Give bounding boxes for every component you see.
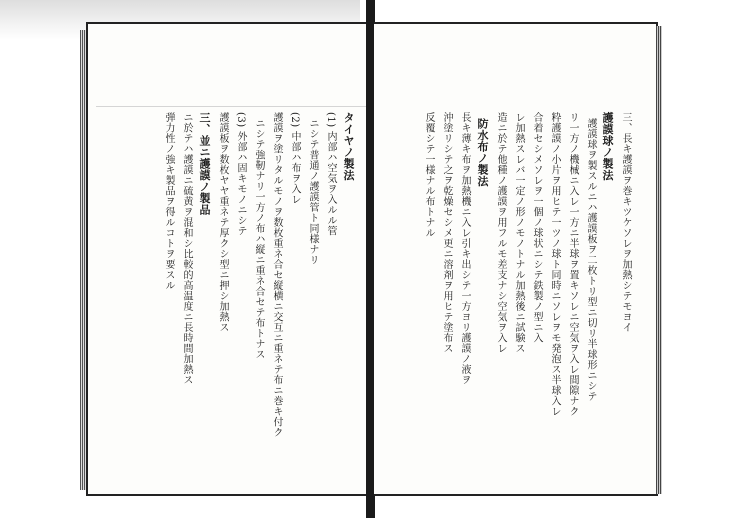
left-col-9-heading: 三、並ニ護謨ノ製品 xyxy=(198,112,211,216)
right-col-11: 沖塗リシテ之ヲ乾燥セシメ更ニ溶剤ヲ用ヒテ塗布ス xyxy=(441,112,452,354)
left-col-1-heading: タイヤノ製法 xyxy=(342,112,355,181)
right-col-4: リ一方ノ機械ニ入レ一方ニ半球ヲ置キソレニ空気ヲ入レ間隙ナク xyxy=(567,112,578,417)
right-col-2-heading: 護謨球ノ製法 xyxy=(601,112,614,181)
right-col-6: 合着セシメソレヲ一個ノ球状ニシテ鉄製ノ型ニ入 xyxy=(531,112,542,343)
right-col-10: 長キ薄キ布ヲ加熱機ニ入レ引キ出シテ一方ヨリ護謨ノ液ヲ xyxy=(459,112,470,385)
right-col-8: 造ニ於テ他種ノ護謨ヲ用フルモ差支ナシ空気ヲ入レ xyxy=(495,112,506,354)
left-col-5: 護謨ヲ塗リタルモノヲ数枚重ネ合セ縦横ニ交互ニ重ネテ布ニ巻キ付ク xyxy=(271,112,282,438)
left-col-11: 弾力性ノ強キ製品ヲ得ルコトヲ要スル xyxy=(163,112,174,291)
left-col-10: ニ於テハ護謨ニ硫黄ヲ混和シ比較的高温度ニ長時間加熱ス xyxy=(181,112,192,385)
left-page-fold-line xyxy=(96,106,366,107)
right-col-1: 三、長キ護謨ヲ巻キツケソレヲ加熱シテモヨイ xyxy=(620,112,631,333)
right-col-3: 護謨球ヲ製スルニハ護謨板ヲ二枚トリ型ニ切リ半球形ニシテ xyxy=(585,118,596,402)
left-col-6: ニシテ強靭ナリ一方ノ布ハ縦ニ重ネ合セテ布トナス xyxy=(253,118,264,360)
left-col-2: (1) 内部ハ空気ヲ入ルル管 xyxy=(325,112,336,237)
left-col-4: (2) 中部ハ布ヲ入レ xyxy=(289,112,300,205)
right-col-12: 反覆シテ一様ナル布トナル xyxy=(423,112,434,238)
right-col-7: レ加熱スレバ一定ノ形ノモノトナル加熱後ニ試験ス xyxy=(513,112,524,354)
left-col-3: ニシテ普通ノ護謨管ト同様ナリ xyxy=(307,118,318,265)
right-page-stack-edge xyxy=(656,26,662,494)
right-col-5: 粋護謨ノ小片ヲ用ヒテ一ツノ球ト同時ニソレヲモ発泡ス半球入レ xyxy=(549,112,560,417)
left-col-8: 護謨板ヲ数枚ヤヤ重ネテ厚クシ型ニ押シ加熱ス xyxy=(217,112,228,333)
left-col-7: (3) 外部ハ固キモノニシテ xyxy=(235,112,246,237)
right-col-9-heading: 防水布ノ製法 xyxy=(476,118,489,187)
